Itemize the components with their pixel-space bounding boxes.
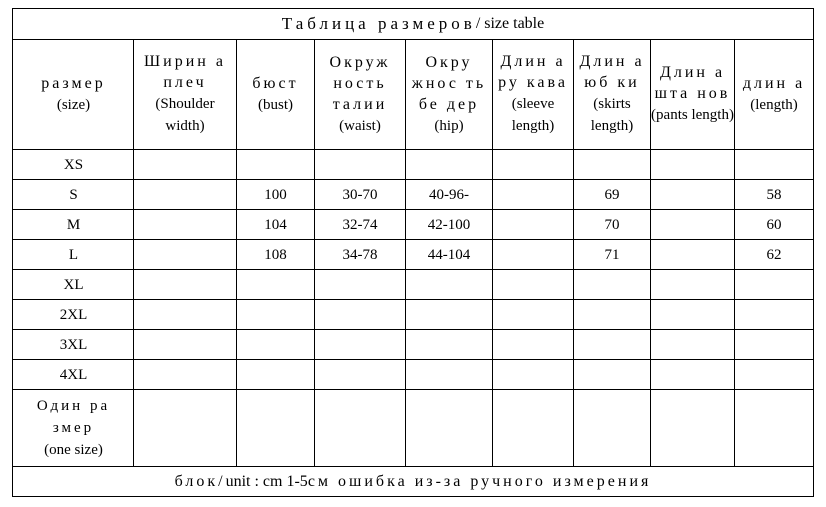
cell-sleeve (493, 390, 573, 466)
footer-unit: unit : cm 1-5 (225, 472, 308, 490)
column-header-text (406, 52, 492, 137)
cell-skirt: 69 (604, 186, 620, 203)
cell-bust (237, 270, 314, 299)
column-header-en: (Shoulder width) (155, 96, 215, 134)
cell-length (735, 390, 813, 466)
size-label: XL (63, 276, 84, 293)
cell-sleeve (493, 300, 573, 329)
cell-shoulder (134, 330, 236, 359)
column-header-en: (size) (56, 96, 91, 113)
column-header-length (735, 39, 813, 149)
cell-sleeve (493, 210, 573, 239)
column-header-size (14, 39, 133, 149)
cell-waist: 30-70 (342, 186, 378, 203)
cell-bust: 108 (264, 246, 287, 263)
cell-waist (315, 270, 405, 299)
cell-shoulder (134, 360, 236, 389)
column-header-ru: Длин а шта нов (654, 64, 731, 102)
cell-hip (406, 270, 492, 299)
cell-skirt: 70 (604, 216, 620, 233)
cell-length: 62 (766, 246, 782, 263)
cell-hip (406, 150, 492, 179)
cell-hip (406, 360, 492, 389)
cell-bust (237, 390, 314, 466)
cell-skirt (574, 300, 650, 329)
size-label-text (14, 395, 133, 461)
table-footer-note (13, 467, 813, 496)
cell-shoulder (134, 150, 236, 179)
size-label: S (69, 186, 78, 203)
column-header-ru: размер (41, 74, 106, 92)
cell-shoulder (134, 180, 236, 209)
table-title-en: / size table (475, 15, 545, 32)
column-header-text (315, 52, 405, 137)
column-header-text (134, 51, 236, 137)
size-label-ru: Один ра змер (36, 398, 111, 436)
column-header-shoulder (134, 39, 236, 149)
size-label: M (66, 216, 81, 233)
cell-skirt (574, 360, 650, 389)
cell-skirt: 71 (604, 246, 620, 263)
column-header-ru: Длин а ру кава (498, 53, 568, 91)
cell-pants (651, 240, 734, 269)
size-label: L (68, 246, 79, 263)
column-header-sleeve (493, 39, 573, 149)
cell-pants (651, 210, 734, 239)
column-header-en: (sleeve length) (511, 96, 555, 134)
column-header-en: (bust) (258, 96, 293, 113)
cell-hip: 44-104 (427, 246, 471, 263)
cell-bust (237, 300, 314, 329)
cell-pants (651, 390, 734, 466)
cell-bust: 104 (264, 216, 287, 233)
cell-sleeve (493, 240, 573, 269)
cell-sleeve (493, 360, 573, 389)
cell-length (735, 360, 813, 389)
cell-skirt (574, 330, 650, 359)
column-header-en: (pants length) (651, 107, 734, 123)
column-header-skirt (574, 39, 650, 149)
size-label: 2XL (59, 306, 88, 323)
cell-pants (651, 360, 734, 389)
cell-pants (651, 330, 734, 359)
column-header-text (41, 73, 105, 116)
column-header-text (493, 51, 573, 137)
cell-skirt (574, 150, 650, 179)
cell-length (735, 300, 813, 329)
cell-shoulder (134, 270, 236, 299)
column-header-pants (651, 39, 734, 149)
cell-waist (315, 330, 405, 359)
footer-lead: блок/ (174, 472, 226, 490)
column-header-ru: Окру жнос ть бе дер (411, 53, 487, 113)
column-header-en: (length) (750, 96, 798, 113)
cell-pants (651, 180, 734, 209)
column-header-bust (237, 39, 314, 149)
cell-skirt (574, 270, 650, 299)
column-header-hip (406, 39, 492, 149)
cell-bust (237, 150, 314, 179)
cell-waist (315, 150, 405, 179)
cell-shoulder (134, 300, 236, 329)
cell-length (735, 150, 813, 179)
cell-waist (315, 300, 405, 329)
footer-tail: см ошибка из-за ручного измерения (307, 472, 652, 490)
cell-pants (651, 300, 734, 329)
cell-hip (406, 300, 492, 329)
cell-pants (651, 150, 734, 179)
cell-waist: 32-74 (342, 216, 378, 233)
column-header-ru: Длин а юб ки (579, 53, 645, 91)
column-header-text (252, 73, 298, 116)
column-header-ru: Ширин а плеч (144, 53, 226, 91)
size-label (14, 390, 133, 466)
column-header-ru: длин а (742, 74, 806, 92)
size-label: XS (63, 156, 84, 173)
table-title (13, 9, 813, 39)
column-header-text (574, 51, 650, 137)
size-label: 3XL (59, 336, 88, 353)
cell-sleeve (493, 150, 573, 179)
column-header-waist (315, 39, 405, 149)
column-header-en: (waist) (339, 117, 381, 134)
cell-hip (406, 390, 492, 466)
cell-hip (406, 330, 492, 359)
column-header-en: (skirts length) (590, 96, 634, 134)
cell-length: 58 (766, 186, 782, 203)
cell-length (735, 270, 813, 299)
size-label-en: (one size) (44, 442, 103, 458)
column-header-ru: бюст (252, 74, 299, 92)
cell-bust (237, 360, 314, 389)
cell-waist (315, 390, 405, 466)
cell-shoulder (134, 240, 236, 269)
cell-length (735, 330, 813, 359)
cell-bust (237, 330, 314, 359)
cell-waist (315, 360, 405, 389)
cell-sleeve (493, 330, 573, 359)
cell-hip: 40-96- (429, 186, 469, 203)
column-header-en: (hip) (434, 117, 464, 134)
cell-sleeve (493, 180, 573, 209)
cell-shoulder (134, 210, 236, 239)
column-header-text (743, 73, 805, 116)
cell-hip: 42-100 (427, 216, 471, 233)
size-label: 4XL (59, 366, 88, 383)
table-title-ru: Таблица размеров (281, 14, 476, 33)
size-table (12, 8, 814, 497)
cell-pants (651, 270, 734, 299)
cell-sleeve (493, 270, 573, 299)
column-header-text (651, 62, 734, 126)
column-header-ru: Окруж ность талии (329, 53, 391, 113)
cell-bust: 100 (264, 186, 287, 203)
cell-shoulder (134, 390, 236, 466)
cell-skirt (574, 390, 650, 466)
cell-waist: 34-78 (342, 246, 378, 263)
cell-length: 60 (766, 216, 782, 233)
